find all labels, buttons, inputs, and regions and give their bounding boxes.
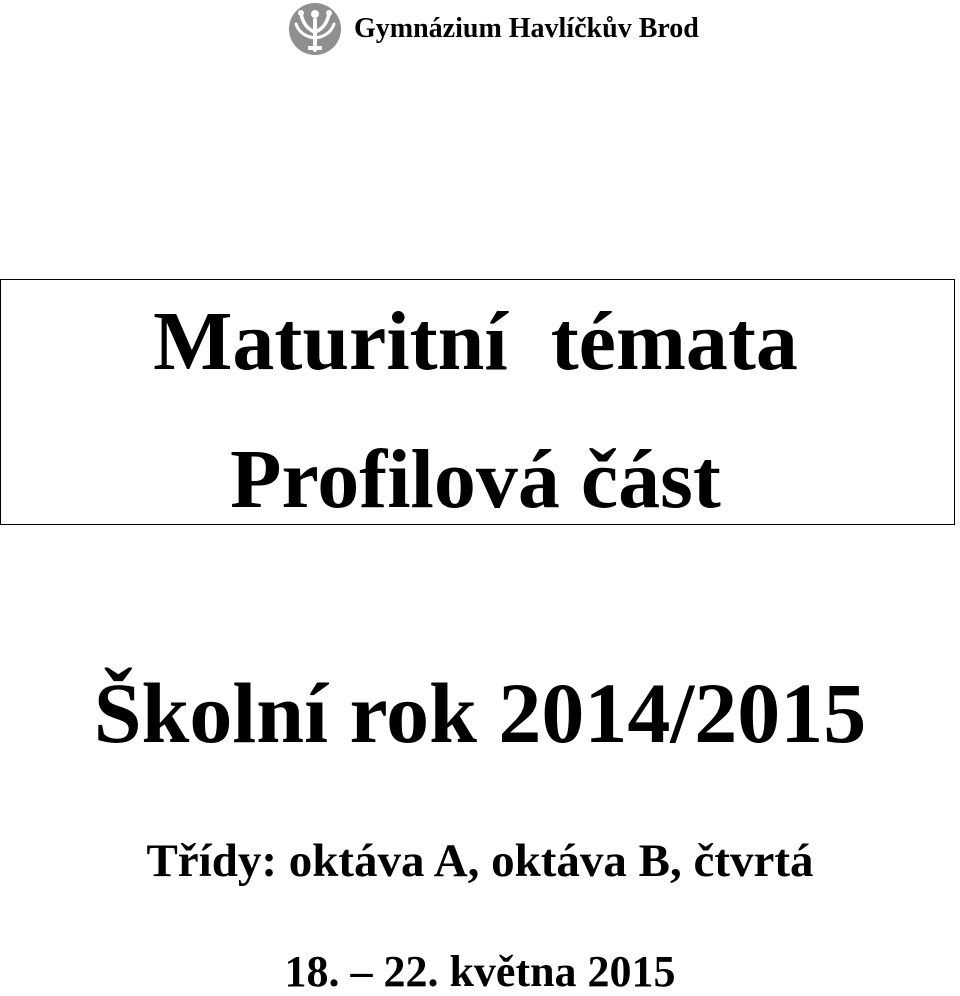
school-year: Školní rok 2014/2015 (93, 665, 867, 761)
title-box (0, 279, 955, 525)
classes-line: Třídy: oktáva A, oktáva B, čtvrtá (146, 835, 814, 887)
exam-dates: 18. – 22. května 2015 (284, 947, 676, 996)
document-subtitle: Profilová část (230, 433, 721, 526)
document-title: Maturitní témata (153, 295, 798, 388)
page-header (288, 2, 699, 56)
school-emblem-icon (288, 2, 342, 56)
school-name: Gymnázium Havlíčkův Brod (354, 13, 699, 44)
